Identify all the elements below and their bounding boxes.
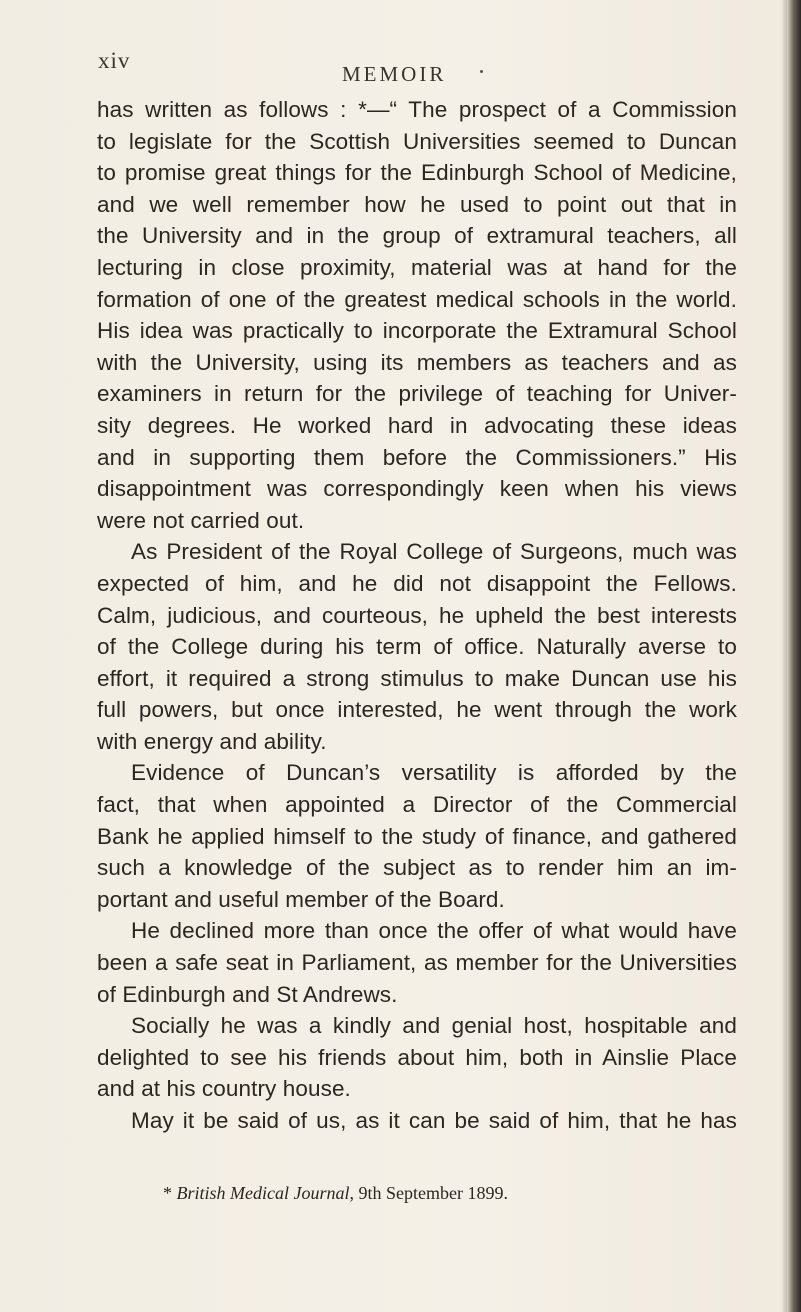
page-number: xiv <box>98 48 131 73</box>
text-line: and at his country house. <box>97 1076 351 1102</box>
running-head: MEMOIR <box>342 62 447 86</box>
text-line: were not carried out. <box>97 507 305 533</box>
text-line: May it be said of us, as it can be said of him, that he has <box>131 1108 737 1133</box>
text-line: to promise great things for the Edinburgh School of Medicine, <box>97 160 737 186</box>
text-line: As President of the Royal College of Surgeons, much was <box>131 539 737 565</box>
speck-mark <box>480 70 483 73</box>
text-line: with energy and ability. <box>97 728 327 754</box>
text-line: the University and in the group of extramural teachers, all <box>97 223 737 249</box>
text-line: sity degrees. He worked hard in advocating these ideas <box>97 412 737 438</box>
text-line: been a safe seat in Parliament, as member for the Universities <box>97 950 737 976</box>
text-line: has written as follows : *—“ The prospect of a Commission <box>97 97 737 122</box>
text-line: Bank he applied himself to the study of finance, and gathered <box>97 823 737 849</box>
page-header <box>0 40 801 86</box>
text-line: portant and useful member of the Board. <box>97 886 505 912</box>
text-line: effort, it required a strong stimulus to make Duncan use his <box>97 665 737 691</box>
text-line: such a knowledge of the subject as to render him an im- <box>97 855 737 881</box>
text-line: fact, that when appointed a Director of the Commercial <box>97 792 737 818</box>
text-line: of the College during his term of office. Naturally averse to <box>97 634 737 660</box>
text-line: full powers, but once interested, he went through the work <box>97 697 737 723</box>
text-line: examiners in return for the privilege of teaching for Univer- <box>97 381 737 407</box>
text-line: Socially he was a kindly and genial host, hospitable and <box>131 1013 737 1039</box>
text-line: with the University, using its members as teachers and as <box>97 349 737 375</box>
text-line: of Edinburgh and St Andrews. <box>97 981 398 1007</box>
text-line: lecturing in close proximity, material was at hand for the <box>97 254 737 280</box>
body-text <box>97 94 737 1137</box>
text-line: delighted to see his friends about him, both in Ainslie Place <box>97 1044 737 1070</box>
text-line: and we well remember how he used to point out that in <box>97 191 737 217</box>
text-line: disappointment was correspondingly keen when his views <box>97 476 737 502</box>
footnote <box>163 1183 763 1204</box>
text-line: He declined more than once the offer of what would have <box>131 918 737 944</box>
footnote-rest: , 9th September 1899. <box>349 1183 508 1203</box>
text-line: to legislate for the Scottish Universities seemed to Duncan <box>97 128 737 154</box>
text-line: Evidence of Duncan’s versatility is afforded by the <box>131 760 737 786</box>
text-line: and in supporting them before the Commissioners.” His <box>97 444 737 470</box>
text-line: formation of one of the greatest medical schools in the world. <box>97 286 737 312</box>
text-line: His idea was practically to incorporate the Extramural School <box>97 318 737 344</box>
text-line: Calm, judicious, and courteous, he upheld the best interests <box>97 602 737 628</box>
text-line: expected of him, and he did not disappoint the Fellows. <box>97 570 737 596</box>
book-binding-edge <box>787 0 801 1312</box>
footnote-source: British Medical Journal <box>176 1183 350 1203</box>
footnote-marker: * <box>163 1183 177 1203</box>
